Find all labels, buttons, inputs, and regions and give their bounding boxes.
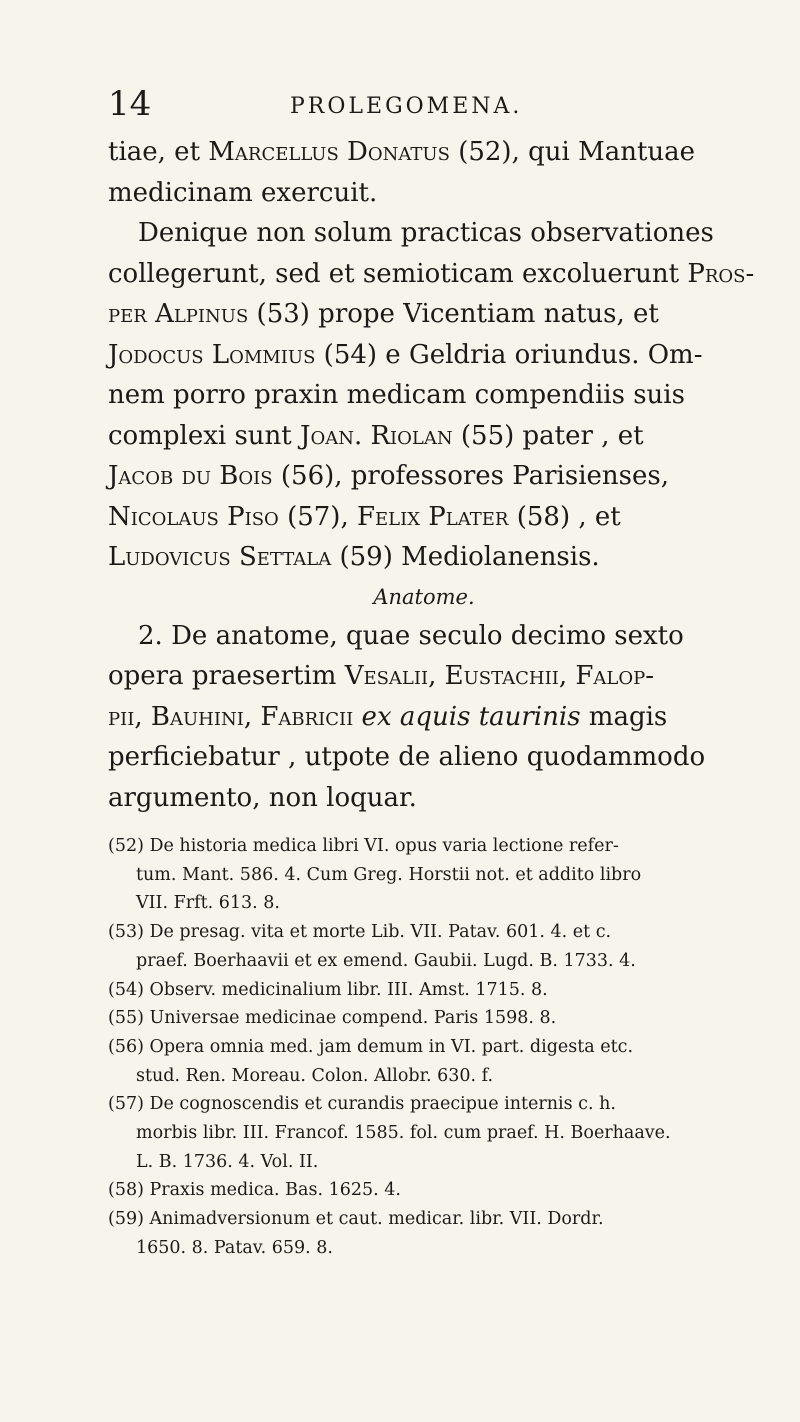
footnote-line: (53) De presag. vita et morte Lib. VII. Patav. 601. 4. et c. [108, 922, 612, 943]
page-header [0, 84, 800, 124]
text-line: opera praesertim Vesalii, Eustachii, Falop- [108, 661, 655, 691]
text-line: Jacob du Bois (56), professores Parisienses, [108, 461, 669, 491]
footnote [108, 1090, 728, 1176]
text-line: Jodocus Lommius (54) e Geldria oriundus. Om- [108, 339, 703, 370]
text-line: Ludovicus Settala (59) Mediolanensis. [108, 542, 600, 572]
footnote-line: (59) Animadversionum et caut. medicar. libr. VII. Dordr. [108, 1209, 604, 1230]
footnote [108, 918, 728, 975]
section-heading: Anatome. [373, 584, 475, 609]
text-line: Denique non solum practicas observationes [138, 218, 714, 248]
person-name: pii [108, 701, 135, 732]
text-line: pii, Bauhini, Fabricii ex aquis taurinis magis [108, 701, 668, 732]
footnote-line: (55) Universae medicinae compend. Paris 1598. 8. [108, 1008, 557, 1029]
person-name: Ludovicus Settala [108, 542, 332, 572]
footnote-line: praef. Boerhaavii et ex emend. Gaubii. Lugd. B. 1733. 4. [136, 950, 636, 971]
footnote-line: (58) Praxis medica. Bas. 1625. 4. [108, 1180, 401, 1201]
paragraph-3 [108, 616, 720, 819]
page-number: 14 [108, 84, 152, 124]
footnote-line: L. B. 1736. 4. Vol. II. [136, 1151, 319, 1172]
person-name: Falop- [575, 661, 655, 691]
paragraph-1 [108, 132, 720, 213]
footnote [108, 1033, 728, 1090]
footnote-line: tum. Mant. 586. 4. Cum Greg. Horstii not. et addito libro [136, 864, 642, 885]
footnote-line: (56) Opera omnia med. jam demum in VI. part. digesta etc. [108, 1036, 634, 1057]
person-name: Jodocus Lommius [108, 339, 316, 370]
footnote-line: (54) Observ. medicinalium libr. III. Amst. 1715. 8. [108, 979, 548, 1000]
text-line: argumento, non loquar. [108, 782, 417, 813]
footnote [108, 1176, 728, 1205]
footnote [108, 1205, 728, 1262]
person-name: Eustachii [444, 661, 559, 691]
footnote-line: (57) De cognoscendis et curandis praecipue internis c. h. [108, 1094, 616, 1115]
person-name: Nicolaus Piso [108, 501, 279, 532]
footnote-line: (52) De historia medica libri VI. opus varia lectione refer- [108, 836, 619, 856]
text-line: complexi sunt Joan. Riolan (55) pater , et [108, 420, 644, 451]
person-name: Felix Plater [356, 501, 509, 532]
footnote [108, 976, 728, 1005]
person-name: Marcellus Donatus [208, 137, 450, 167]
text-line: 2. De anatome, quae seculo decimo sexto [138, 620, 684, 651]
person-name: per Alpinus [108, 299, 249, 329]
person-name: Vesalii [344, 661, 429, 691]
text-line: nem porro praxin medicam compendiis suis [108, 380, 685, 410]
text-line: medicinam exercuit. [108, 177, 378, 208]
person-name: Pros- [687, 258, 755, 289]
footnotes [108, 832, 728, 1263]
text-line: perficiebatur , utpote de alieno quodammodo [108, 742, 706, 772]
running-head: PROLEGOMENA. [290, 94, 523, 119]
footnote-line: morbis libr. III. Francof. 1585. fol. cum praef. H. Boerhaave. [136, 1123, 671, 1144]
footnote [108, 1004, 728, 1033]
footnote-line: VII. Frft. 613. 8. [136, 893, 280, 914]
footnote [108, 832, 728, 918]
text-line: collegerunt, sed et semioticam excoluerunt Pros- [108, 258, 755, 289]
paragraph-2 [108, 213, 755, 578]
text-line: per Alpinus (53) prope Vicentiam natus, et [108, 299, 659, 329]
person-name: Joan. Riolan [300, 420, 453, 451]
person-name: Bauhini [150, 701, 244, 732]
person-name: Fabricii [260, 701, 354, 732]
footnote-line: 1650. 8. Patav. 659. 8. [136, 1237, 333, 1258]
footnote-line: stud. Ren. Moreau. Colon. Allobr. 630. f. [136, 1065, 494, 1086]
person-name: Jacob du Bois [108, 461, 273, 491]
text-line: Nicolaus Piso (57), Felix Plater (58) , et [108, 501, 621, 532]
italic-phrase: ex aquis taurinis [353, 701, 581, 732]
text-line: tiae, et Marcellus Donatus (52), qui Mantuae [108, 137, 696, 167]
main-text [108, 132, 755, 818]
